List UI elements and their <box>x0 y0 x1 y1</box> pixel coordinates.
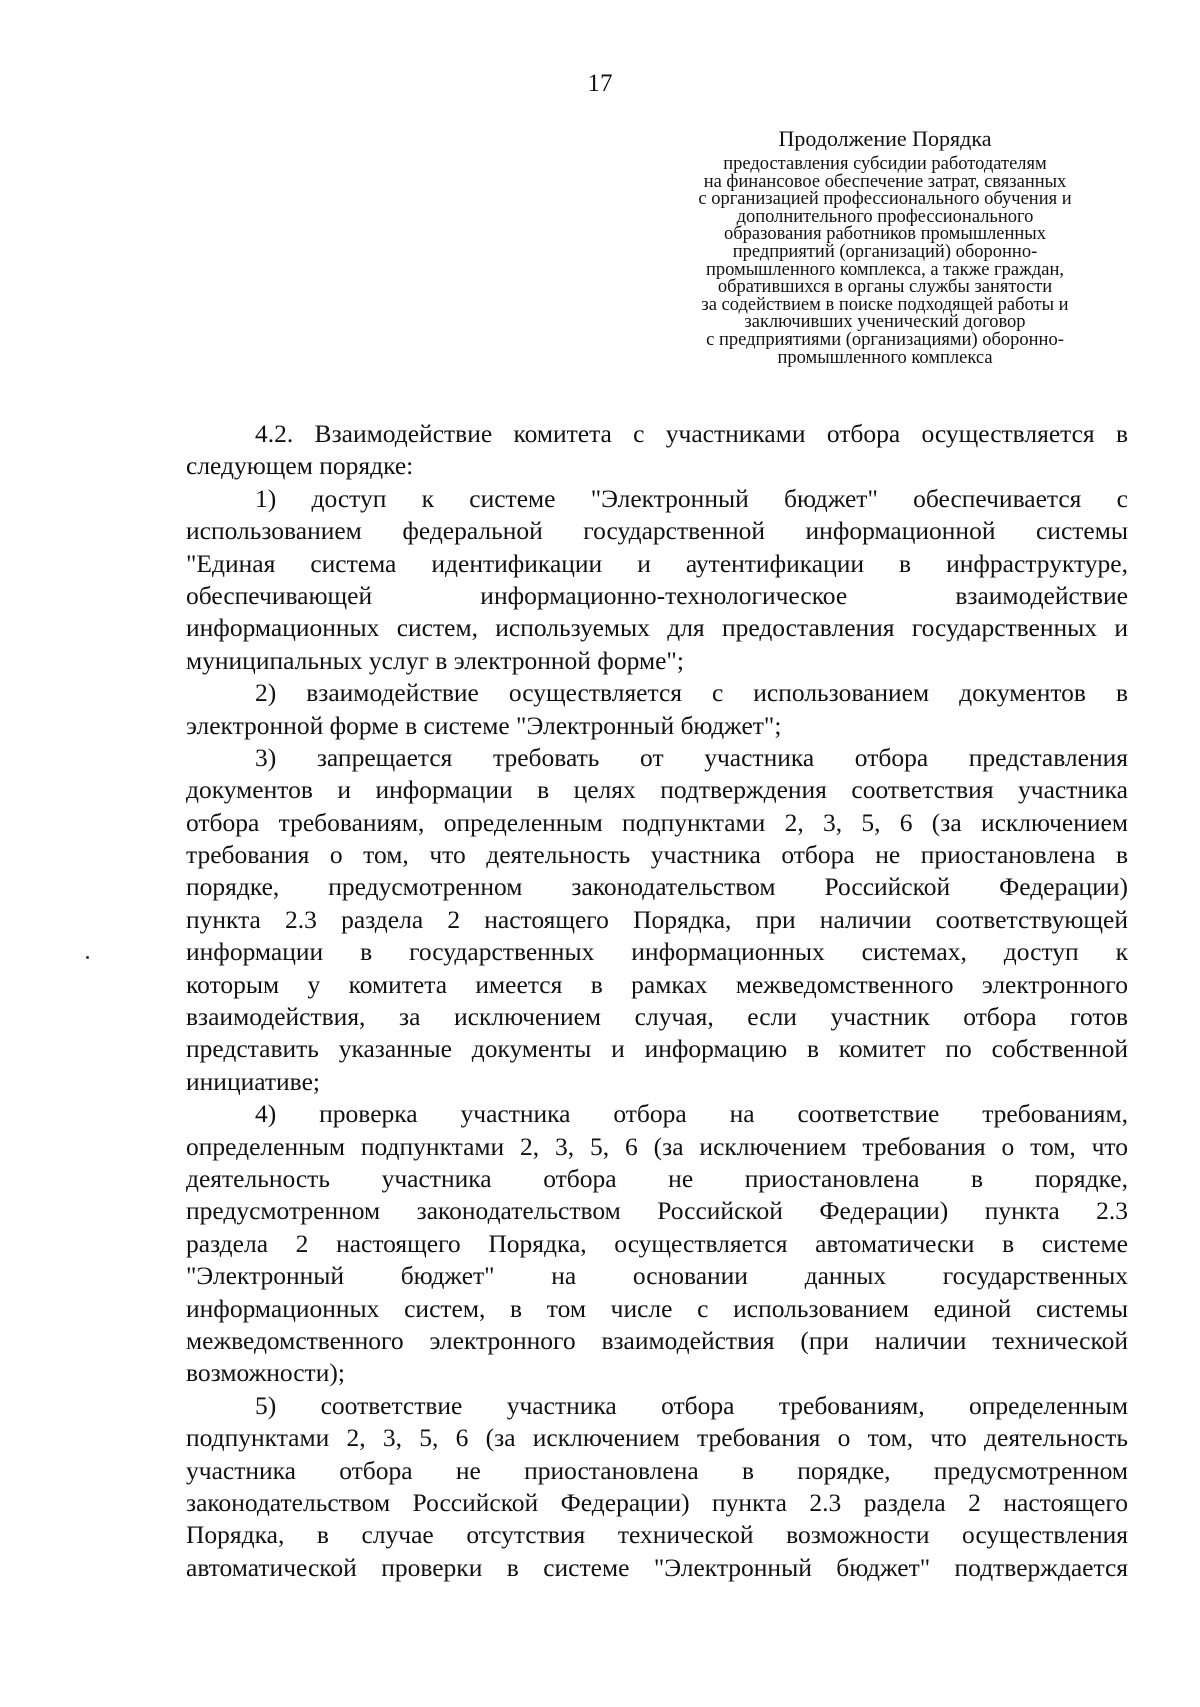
heading-line: дополнительного профессионального <box>736 206 1034 227</box>
heading-line: обратившихся в органы службы занятости <box>717 277 1053 298</box>
heading-line: промышленного комплекса <box>777 347 993 368</box>
paragraph-line: отбора требованиям, определенным подпунктами 2, 3, 5, 6 (за исключением <box>186 807 1128 837</box>
paragraph-line: "Единая система идентификации и аутентификации в инфраструктуре, <box>186 548 1128 578</box>
paragraph-line: электронной форме в системе "Электронный бюджет"; <box>186 710 782 740</box>
paragraph-line: участника отбора не приостановлена в порядке, предусмотренном <box>186 1455 1128 1485</box>
paragraph-line: предусмотренном законодательством Российской Федерации) пункта 2.3 <box>186 1196 1128 1226</box>
body-text <box>186 418 1128 1584</box>
heading-line: предприятий (организаций) оборонно- <box>732 241 1038 262</box>
paragraph-line: взаимодействия, за исключением случая, если участник отбора готов <box>186 1002 1128 1032</box>
paragraph-line: Порядка, в случае отсутствия технической возможности осуществления <box>186 1520 1128 1550</box>
heading-subtitle <box>645 156 1125 367</box>
paragraph-line: подпунктами 2, 3, 5, 6 (за исключением требования о том, что деятельность <box>186 1423 1128 1453</box>
paragraph-line: пункта 2.3 раздела 2 настоящего Порядка, при наличии соответствующей <box>186 904 1128 934</box>
paragraph-line: информационных систем, используемых для предоставления государственных и <box>186 613 1128 643</box>
paragraph-line: 3) запрещается требовать от участника отбора представления <box>255 742 1128 772</box>
heading-line: с предприятиями (организациями) оборонно- <box>706 329 1064 350</box>
paragraph-line: требования о том, что деятельность участника отбора не приостановлена в <box>186 840 1128 870</box>
heading-line: с организацией профессионального обучения и <box>698 189 1072 210</box>
heading-line: на финансовое обеспечение затрат, связанных <box>703 171 1067 192</box>
paragraph-line: 4) проверка участника отбора на соответствие требованиям, <box>255 1099 1128 1129</box>
paragraph-line: порядке, предусмотренном законодательством Российской Федерации) <box>186 872 1128 902</box>
paragraph-line: возможности); <box>186 1358 345 1388</box>
paragraph-line: деятельность участника отбора не приостановлена в порядке, <box>186 1163 1128 1193</box>
paragraph-line: законодательством Российской Федерации) пункта 2.3 раздела 2 настоящего <box>186 1487 1128 1517</box>
heading-line: заключивших ученический договор <box>744 312 1026 333</box>
paragraph-line: инициативе; <box>186 1066 320 1096</box>
paragraph-line: межведомственного электронного взаимодействия (при наличии технической <box>186 1325 1128 1355</box>
paragraph-line: автоматической проверки в системе "Электронный бюджет" подтверждается <box>186 1552 1128 1582</box>
paragraph-line: информации в государственных информационных системах, доступ к <box>186 937 1128 967</box>
margin-dot <box>86 956 89 959</box>
paragraph-line: "Электронный бюджет" на основании данных государственных <box>186 1261 1128 1291</box>
heading-line: образования работников промышленных <box>724 224 1046 245</box>
paragraph-line: которым у комитета имеется в рамках межведомственного электронного <box>186 969 1128 999</box>
paragraph-line: раздела 2 настоящего Порядка, осуществляется автоматически в системе <box>186 1228 1128 1258</box>
paragraph-line: обеспечивающей информационно-технологическое взаимодействие <box>186 580 1128 610</box>
paragraph-line: определенным подпунктами 2, 3, 5, 6 (за исключением требования о том, что <box>186 1131 1128 1161</box>
paragraph-line: муниципальных услуг в электронной форме"; <box>186 645 684 675</box>
page-number: 17 <box>587 70 613 97</box>
heading-title: Продолжение Порядка <box>778 126 992 151</box>
paragraph-line: использованием федеральной государственной информационной системы <box>186 516 1128 546</box>
paragraph-line: 1) доступ к системе "Электронный бюджет" обеспечивается с <box>255 483 1128 513</box>
paragraph-line: информационных систем, в том числе с использованием единой системы <box>186 1293 1128 1323</box>
heading-line: предоставления субсидии работодателям <box>723 154 1047 174</box>
paragraph-line: 2) взаимодействие осуществляется с использованием документов в <box>255 678 1128 708</box>
paragraph-line: 5) соответствие участника отбора требованиям, определенным <box>255 1390 1128 1420</box>
document-heading <box>645 124 1125 367</box>
paragraph-line: следующем порядке: <box>186 451 414 481</box>
paragraph-line: документов и информации в целях подтверждения соответствия участника <box>186 775 1128 805</box>
heading-line: за содействием в поиске подходящей работы и <box>701 294 1069 315</box>
paragraph-line: 4.2. Взаимодействие комитета с участниками отбора осуществляется в <box>255 419 1128 448</box>
heading-line: промышленного комплекса, а также граждан, <box>705 259 1065 280</box>
paragraph-line: представить указанные документы и информацию в комитет по собственной <box>186 1034 1128 1064</box>
